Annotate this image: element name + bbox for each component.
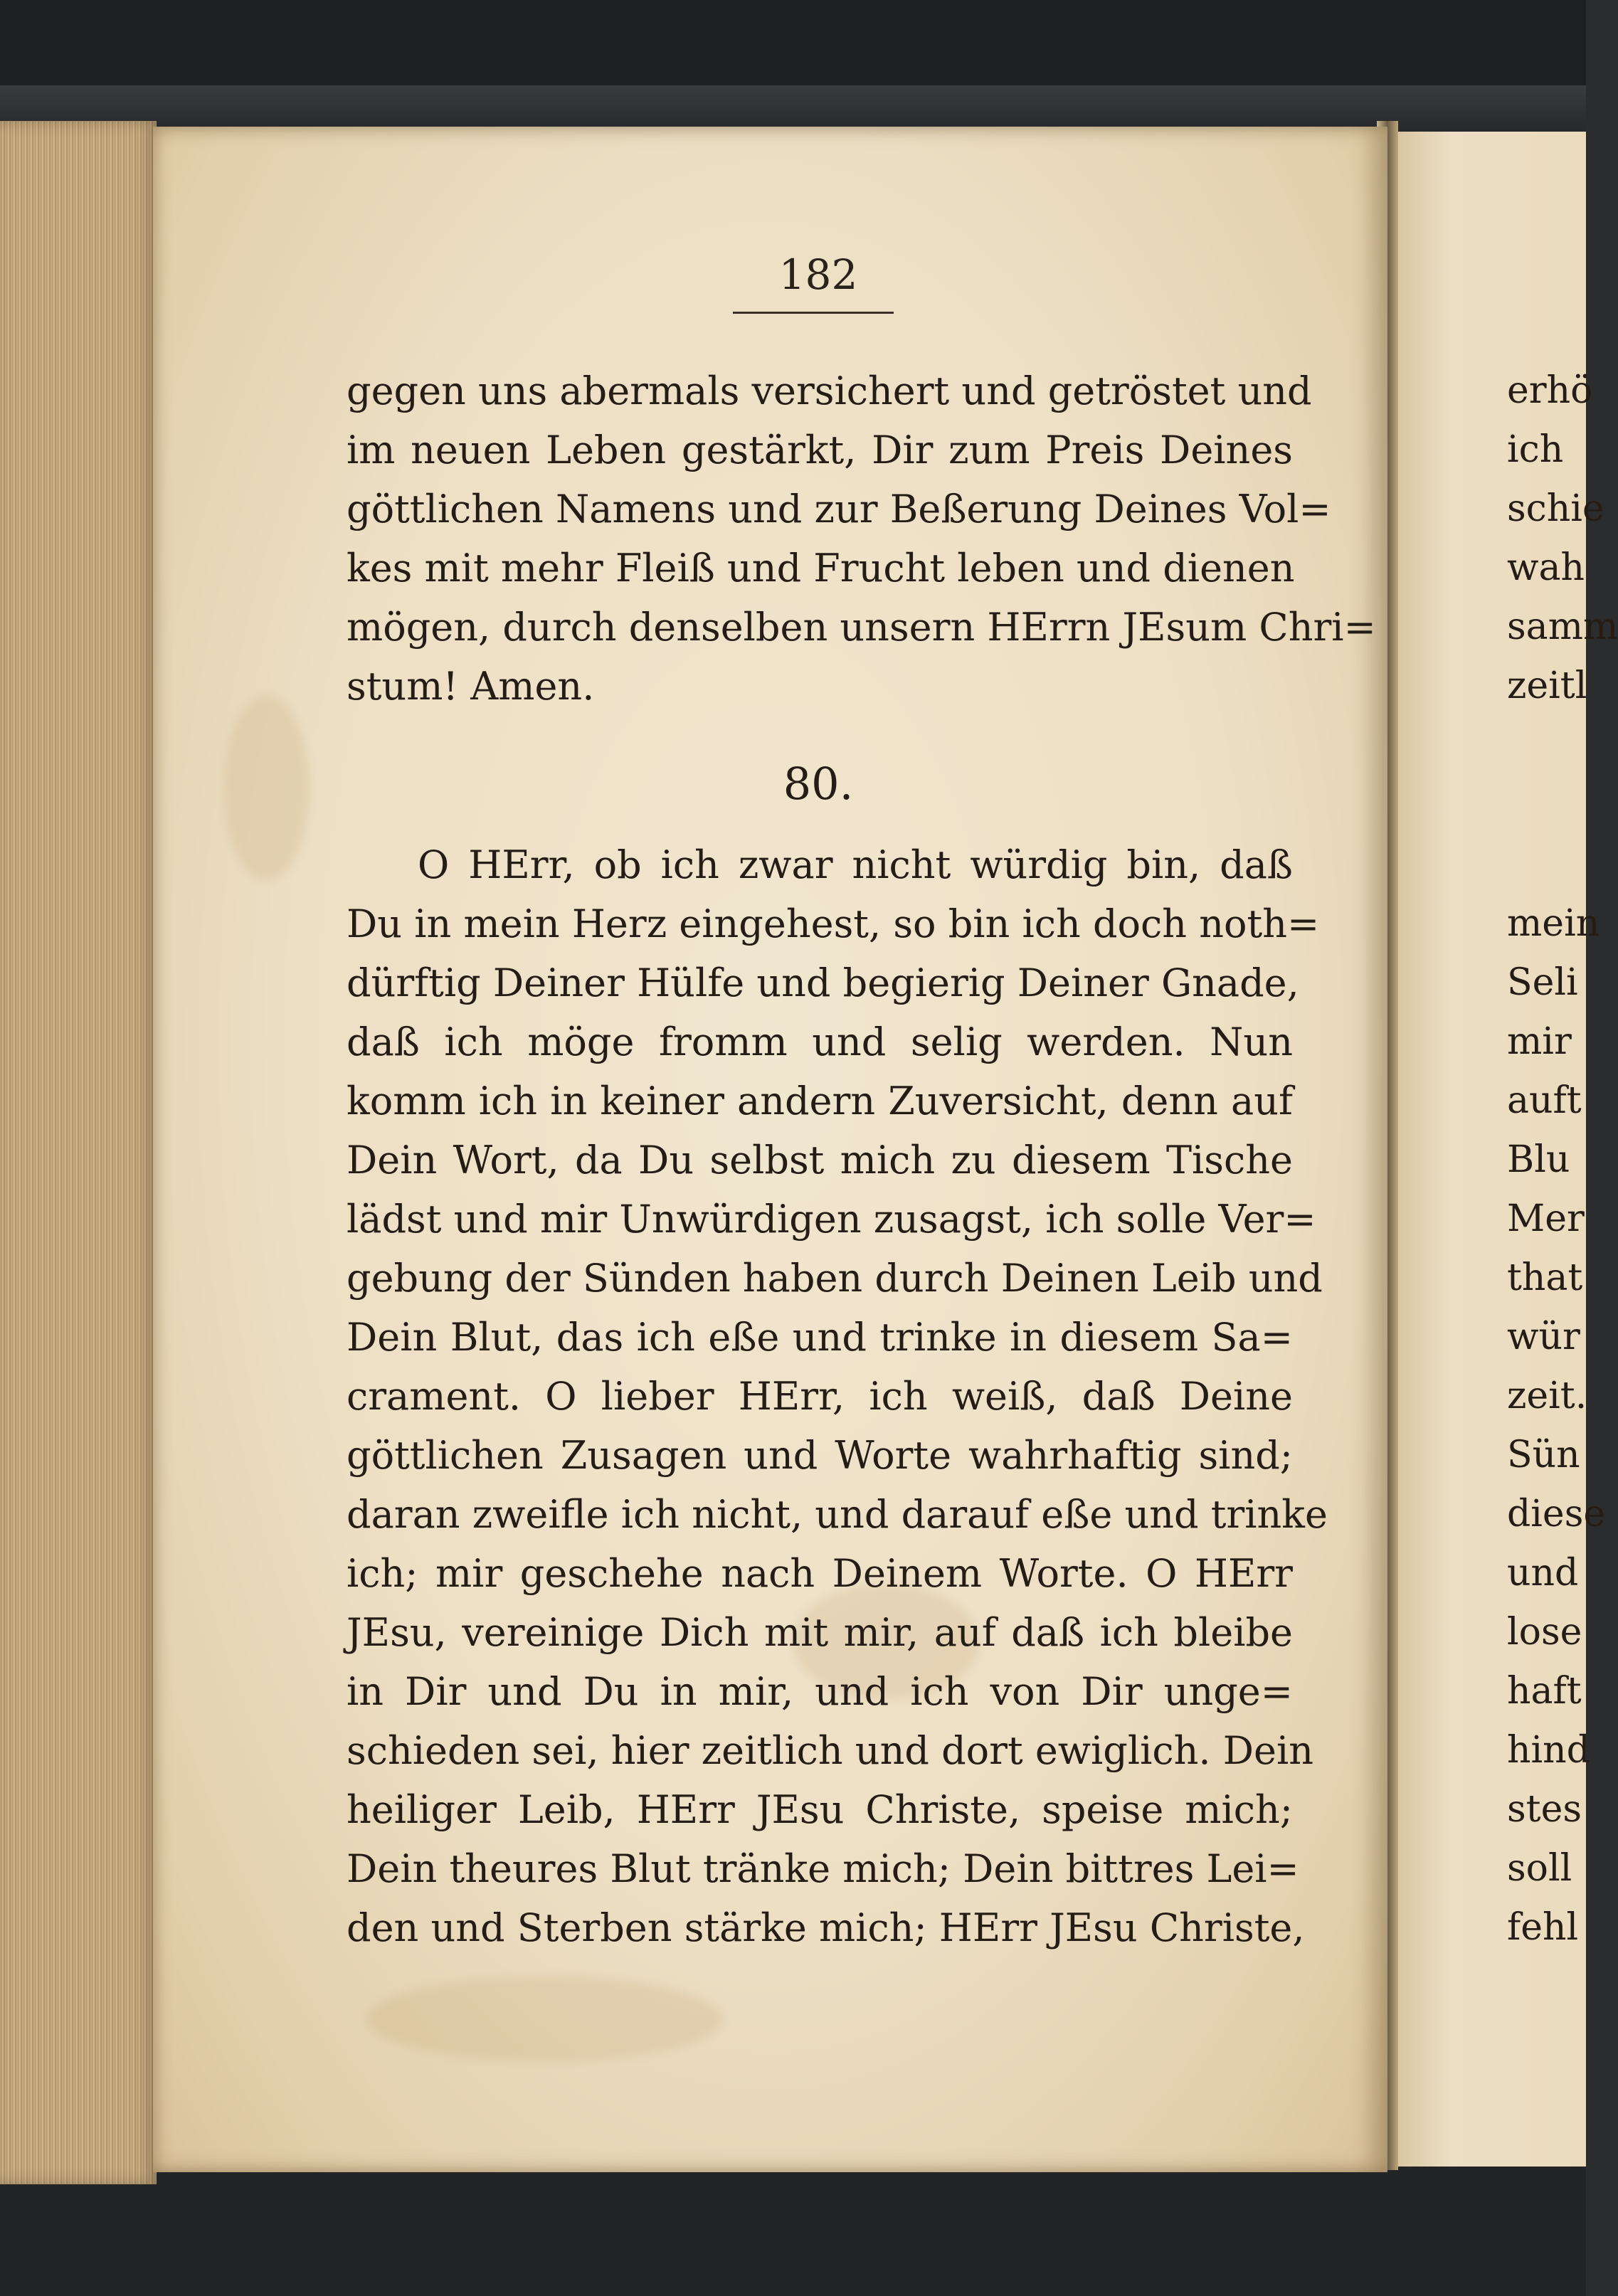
facing-text-line: diese — [1507, 1493, 1606, 1535]
text-line: Du in mein Herz eingehest, so bin ich doch noth= — [347, 901, 1320, 946]
facing-text-line: wür — [1507, 1316, 1580, 1358]
facing-text-line: erhö — [1507, 369, 1593, 412]
header-rule — [733, 312, 894, 314]
facing-text-line: auft — [1507, 1079, 1582, 1122]
facing-text-line: soll — [1507, 1847, 1572, 1890]
text-line: JEsu, vereinige Dich mit mir, auf daß ich bleibe — [347, 1610, 1293, 1655]
scanner-background-bottom — [0, 2163, 1586, 2296]
facing-text-line: Mer — [1507, 1197, 1585, 1240]
text-line: dürftig Deiner Hülfe und begierig Deiner Gnade, — [347, 961, 1299, 1005]
text-line: daß ich möge fromm und selig werden. Nun — [347, 1020, 1293, 1064]
text-line: stum! Amen. — [347, 664, 595, 709]
facing-text-line: hind — [1507, 1729, 1590, 1772]
text-line: crament. O lieber HErr, ich weiß, daß Deine — [347, 1374, 1293, 1419]
facing-page-text-top — [1507, 361, 1618, 716]
text-line: den und Sterben stärke mich; HErr JEsu Christe, — [347, 1905, 1305, 1950]
text-line: mögen, durch denselben unsern HErrn JEsum Chri= — [347, 605, 1376, 650]
facing-text-line: zeitl — [1507, 665, 1587, 707]
facing-text-line: stes — [1507, 1788, 1582, 1831]
text-line: göttlichen Namens und zur Beßerung Deines Vol= — [347, 487, 1331, 531]
facing-text-line: lose — [1507, 1611, 1582, 1654]
paper-stain — [224, 696, 310, 881]
text-line: göttlichen Zusagen und Worte wahrhaftig sind; — [347, 1433, 1293, 1478]
facing-text-line: that — [1507, 1257, 1583, 1299]
text-line: heiliger Leib, HErr JEsu Christe, speise mich; — [347, 1787, 1293, 1832]
book-page-edges — [0, 121, 157, 2184]
text-line: Dein theures Blut tränke mich; Dein bittres Lei= — [347, 1846, 1299, 1891]
facing-text-line: und — [1507, 1552, 1579, 1594]
facing-text-line: haft — [1507, 1670, 1582, 1713]
facing-text-line: wah — [1507, 546, 1585, 589]
facing-text-line: ich — [1507, 428, 1564, 471]
facing-text-line: schie — [1507, 487, 1604, 530]
text-line: lädst und mir Unwürdigen zusagst, ich solle Ver= — [347, 1197, 1316, 1242]
section-number: 80. — [783, 758, 854, 810]
facing-text-line: Seli — [1507, 961, 1578, 1004]
text-line: in Dir und Du in mir, und ich von Dir unge= — [347, 1669, 1293, 1714]
facing-text-line: samm — [1507, 605, 1618, 648]
facing-text-line: Blu — [1507, 1138, 1570, 1181]
page-number: 182 — [778, 250, 858, 299]
text-line: schieden sei, hier zeitlich und dort ewiglich. Dein — [347, 1728, 1314, 1773]
facing-text-line: mir — [1507, 1020, 1572, 1063]
text-line: daran zweifle ich nicht, und darauf eße und trinke — [347, 1492, 1328, 1537]
facing-text-line: fehl — [1507, 1906, 1579, 1949]
text-line: Dein Wort, da Du selbst mich zu diesem Tische — [347, 1138, 1293, 1183]
facing-text-line: mein — [1507, 902, 1600, 945]
text-line: komm ich in keiner andern Zuversicht, denn auf — [347, 1079, 1293, 1123]
paragraph-prayer-80 — [347, 835, 1328, 1957]
facing-text-line: Sün — [1507, 1434, 1580, 1476]
text-line: gegen uns abermals versichert und getröstet und — [347, 369, 1312, 413]
text-line: im neuen Leben gestärkt, Dir zum Preis Deines — [347, 428, 1293, 472]
paper-stain — [366, 1977, 722, 2062]
paragraph-closing-prayer — [347, 361, 1376, 716]
text-line: gebung der Sünden haben durch Deinen Leib und — [347, 1256, 1323, 1301]
facing-page-text-bottom — [1507, 894, 1606, 1957]
text-line: O HErr, ob ich zwar nicht würdig bin, daß — [418, 842, 1293, 887]
text-line: kes mit mehr Fleiß und Frucht leben und dienen — [347, 546, 1295, 591]
text-line: Dein Blut, das ich eße und trinke in diesem Sa= — [347, 1315, 1293, 1360]
text-line: ich; mir geschehe nach Deinem Worte. O HErr — [347, 1551, 1293, 1596]
facing-text-line: zeit. — [1507, 1375, 1587, 1417]
